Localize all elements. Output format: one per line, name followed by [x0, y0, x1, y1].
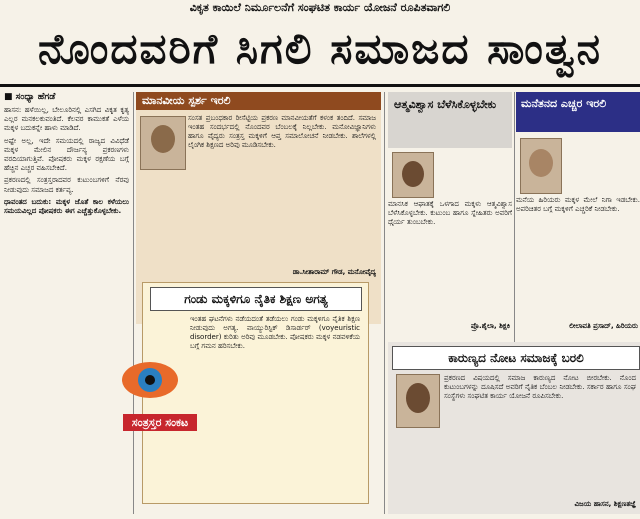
box-signature: ಪ್ರೊ.ಶೈಲಾ, ಶಿಕ್ಷಕಿ: [470, 322, 510, 330]
box-title-humane-touch: ಮಾನವೀಯ ಸ್ಪರ್ಶ ಇರಲಿ: [136, 92, 381, 110]
portrait-photo: [140, 116, 186, 170]
logo-victims-distress: ಸಂತ್ರಸ್ತರ ಸಂಕಟ: [123, 414, 197, 431]
eye-logo-icon: [120, 350, 180, 410]
column-divider: [133, 92, 134, 514]
box-signature: ವಿಜಯ ಹಾಸನ, ಶಿಕ್ಷಣತಜ್ಞೆ: [574, 500, 636, 508]
article-paragraph: ಧಾವಂತದ ಬದುಕು: ಮಕ್ಕಳ ಜೊತೆ ಕಾಲ ಕಳೆಯಲು ಸಮಯವಿಲ್ಲದ ಪೋಷಕರು ಈಗ ಎಚ್ಚೆತ್ತುಕೊಳ್ಳಬೇಕು.: [4, 197, 129, 216]
box-title-family-caution: ಮನೆತನದ ಎಚ್ಚರ ಇರಲಿ: [516, 92, 640, 132]
face-shape: [406, 383, 430, 413]
article-paragraph: ಪ್ರಕರಣದಲ್ಲಿ ಸಂತ್ರಸ್ತರಾದವರ ಕುಟುಂಬಗಳಿಗೆ ನೆರವು ನೀಡುವುದು ಸಮಾಜದ ಕರ್ತವ್ಯ.: [4, 176, 129, 194]
portrait-photo: [392, 152, 434, 198]
box-title-compassion: ಕಾರುಣ್ಯದ ನೋಟ ಸಮಾಜಕ್ಕೆ ಬರಲಿ: [392, 346, 640, 370]
box-body: ಪ್ರಕರಣದ ವಿಷಯದಲ್ಲಿ ಸಮಾಜ ಕಾರುಣ್ಯದ ನೋಟ ಬೀರಬೇಕು. ನೊಂದ ಕುಟುಂಬಗಳನ್ನು ದೂಷಿಸದೆ ಅವರಿಗೆ ನೈತಿಕ ಬೆಂಬಲ ನೀಡಬೇಕು. ಸರ್ಕಾರ ಹಾಗೂ ಸಂಘ ಸಂಸ್ಥೆಗಳು ಸಂಘಟಿತ ಕಾರ್ಯ ಯೋಜನೆ ರೂಪಿಸಬೇಕು.: [444, 374, 636, 400]
column-divider: [514, 92, 515, 342]
box-title-moral-education: ಗಂಡು ಮಕ್ಕಳಿಗೂ ನೈತಿಕ ಶಿಕ್ಷಣ ಅಗತ್ಯ: [150, 287, 362, 311]
face-shape: [529, 149, 553, 177]
box-title-confidence: ಆತ್ಮವಿಶ್ವಾಸ ಬೆಳೆಸಿಕೊಳ್ಳಬೇಕು: [388, 92, 512, 148]
divider: [0, 84, 640, 87]
page-title: ನೊಂದವರಿಗೆ ಸಿಗಲಿ ಸಮಾಜದ ಸಾಂತ್ವನ: [37, 24, 603, 73]
box-signature: ಲೀಲಾವತಿ ಪ್ರಸಾದ್, ಹಿರಿಯರು: [569, 322, 638, 330]
box-body: ಮನೆಯ ಹಿರಿಯರು ಮಕ್ಕಳ ಮೇಲೆ ನಿಗಾ ಇಡಬೇಕು. ಅಪರಿಚಿತರ ಬಗ್ಗೆ ಮಕ್ಕಳಿಗೆ ಎಚ್ಚರಿಕೆ ನೀಡಬೇಕು.: [516, 196, 640, 213]
box-signature: ಡಾ.ಸೀತಾರಾಮ್ ಗೌಡ, ಮನೋವೈದ್ಯ: [292, 268, 376, 276]
column-divider: [384, 92, 385, 514]
face-shape: [402, 161, 424, 187]
box-body: ಸಂಸತ ಪ್ರಬಂಧಕಾರ ರೀಸೆಟ್ಟಿಯ ಪ್ರಕರಣ ಮಾನವೀಯತೆಗೆ ಕಳಂಕ ತಂದಿದೆ. ಸಮಾಜ ಇಂತಹ ಸಂದರ್ಭದಲ್ಲಿ ನೊಂದವರ ಬೆಂಬಲಕ್ಕೆ ನಿಲ್ಲಬೇಕು. ಮನೋವಿಜ್ಞಾನಿಗಳು ಹಾಗೂ ವೈದ್ಯರು ಸಂತ್ರಸ್ತ ಮಕ್ಕಳಿಗೆ ಆಪ್ತ ಸಮಾಲೋಚನೆ ನೀಡಬೇಕು. ಶಾಲೆಗಳಲ್ಲಿ ಲೈಂಗಿಕ ಶಿಕ್ಷಣದ ಅರಿವು ಮೂಡಿಸಬೇಕು.: [188, 114, 376, 149]
eye-pupil-shape: [145, 375, 155, 385]
portrait-photo: [396, 374, 440, 428]
box-body: ಇಂತಹ ಘಟನೆಗಳು ನಡೆಯದಂತೆ ತಡೆಯಲು ಗಂಡು ಮಕ್ಕಳಿಗೂ ನೈತಿಕ ಶಿಕ್ಷಣ ನೀಡುವುದು ಅಗತ್ಯ. ವಾಯ್ಯುರಿಸ್ಟಿಕ್ ಡಿಸಾರ್ಡರ್ (voyeuristic disorder) ಕುರಿತು ಅರಿವು ಮೂಡಬೇಕು. ಪೋಷಕರು ಮಕ್ಕಳ ನಡವಳಿಕೆಯ ಬಗ್ಗೆ ಗಮನ ಹರಿಸಬೇಕು.: [190, 315, 360, 350]
box-body: ಮಾನಸಿಕ ಆಘಾತಕ್ಕೆ ಒಳಗಾದ ಮಕ್ಕಳು ಆತ್ಮವಿಶ್ವಾಸ ಬೆಳೆಸಿಕೊಳ್ಳಬೇಕು. ಕುಟುಂಬ ಹಾಗೂ ಸ್ನೇಹಿತರು ಅವರಿಗೆ ಧೈರ್ಯ ತುಂಬಬೇಕು.: [388, 200, 512, 226]
kicker: ವಿಕೃತ ಕಾಯಿಲೆ ನಿರ್ಮೂಲನೆಗೆ ಸಂಘಟಿತ ಕಾರ್ಯ ಯೋಜನೆ ರೂಪಿತವಾಗಲಿ: [189, 1, 451, 14]
article-paragraph: ಹಾಸನ: ಹಳೆಯಿಲ್ಲ, ಬೇಲೂರಿನಲ್ಲಿ ಎಸಗಿದ ವಿಕೃತ ಕೃತ್ಯ ಎಲ್ಲರ ಮನಕಲಕುವಂತಿದೆ. ಕೆಲವರ ಕಾಮುಕತೆ ಎಳೆಯ ಮಕ್ಕಳ ಬದುಕನ್ನೇ ಹಾಳು ಮಾಡಿದೆ.: [4, 106, 129, 133]
portrait-photo: [520, 138, 562, 194]
main-article: [4, 106, 129, 514]
byline: ■ ಸಂಧ್ಯಾ ಹೆಗಡೆ: [4, 92, 56, 102]
face-shape: [151, 125, 175, 153]
article-paragraph: ಅಷ್ಟೇ ಅಲ್ಲ, ಇದೇ ಸಮಯದಲ್ಲಿ ರಾಜ್ಯದ ವಿವಿಧೆಡೆ ಮಕ್ಕಳ ಮೇಲಿನ ದೌರ್ಜನ್ಯ ಪ್ರಕರಣಗಳು ವರದಿಯಾಗುತ್ತಿವೆ. ಪೋಷಕರು ಮಕ್ಕಳ ರಕ್ಷಣೆಯ ಬಗ್ಗೆ ಹೆಚ್ಚಿನ ಎಚ್ಚರ ವಹಿಸಬೇಕಿದೆ.: [4, 136, 129, 173]
